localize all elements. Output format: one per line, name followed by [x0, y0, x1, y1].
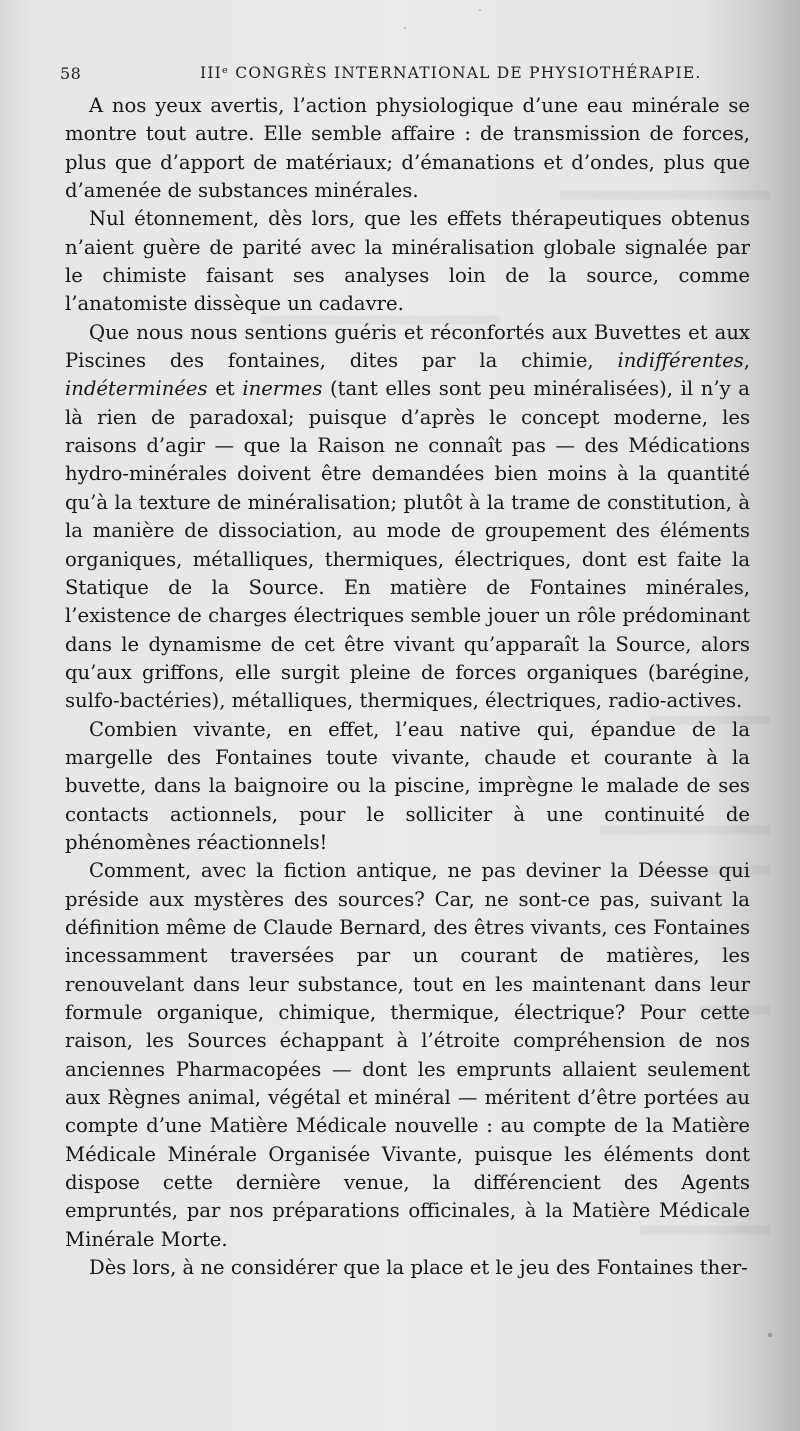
paragraph	[65, 319, 750, 716]
paragraph-text: Nul étonnement, dès lors, que les effets thérapeutiques obtenus n’aient guère de parité avec la minéralisation globale signalée par le chimiste faisant ses analyses loin de la source, comme l’anatomiste dissèque un cadavre.	[65, 207, 750, 316]
paragraph	[65, 92, 750, 205]
paragraph	[65, 205, 750, 318]
running-header	[60, 60, 760, 90]
paragraph	[65, 857, 750, 1254]
paragraph-text: Combien vivante, en effet, l’eau native qui, épandue de la margelle des Fontaines toute vivante, chaude et courante à la buvette, dans la baignoire ou la piscine, imprègne le malade de ses contacts actionnels, pour le solliciter à une continuité de phénomènes réactionnels!	[65, 717, 750, 854]
italic-term: inermes	[242, 377, 323, 401]
paragraph	[65, 1254, 750, 1282]
paragraph-text: Comment, avec la fiction antique, ne pas deviner la Déesse qui préside aux mystères des sources? Car, ne sont-ce pas, suivant la définition même de Claude Bernard, des êtres vivants, ces Fontaines incessamment traversées par un courant de matières, les renouvelant dans leur substance, tout en les maintenant dans leur formule organique, chimique, thermique, électrique? Pour cette raison, les Sources échappant à l’étroite compréhension de nos anciennes Pharmacopées — dont les emprunts allaient seulement aux Règnes animal, végétal et minéral — méritent d’être portées au compte d’une Matière Médicale nouvelle : au compte de la Matière Médicale Minérale Organisée Vivante, puisque les éléments dont dispose cette dernière venue, la différencient des Agents empruntés, par nos préparations officinales, à la Matière Médicale Minérale Morte.	[65, 859, 750, 1251]
paragraph-text: ,	[743, 349, 750, 373]
italic-term: indifférentes	[617, 349, 744, 373]
running-title: IIIᵉ CONGRÈS INTERNATIONAL DE PHYSIOTHÉRAPIE.	[200, 64, 702, 82]
paragraph-text: Dès lors, à ne considérer que la place et le jeu des Fontaines ther-	[89, 1256, 748, 1280]
page-number: 58	[60, 64, 82, 83]
body-text	[65, 92, 750, 1282]
paragraph-text: et	[207, 377, 243, 401]
paragraph-text: A nos yeux avertis, l’action physiologique d’une eau minérale se montre tout autre. Elle semble affaire : de transmission de forces, plus que d’apport de matériaux; d’émanations et d’ondes, plus que d’amenée de substances minérales.	[65, 94, 750, 203]
paragraph-text: (tant elles sont peu minéralisées), il n’y a là rien de paradoxal; puisque d’après le concept moderne, les raisons d’agir — que la Raison ne connaît pas — des Médications hydro-minérales doivent être demandées bien moins à la quantité qu’à la texture de minéralisation; plutôt à la trame de constitution, à la manière de dissociation, au mode de groupement des éléments organiques, métalliques, thermiques, électriques, dont est faite la Statique de la Source. En matière de Fontaines minérales, l’existence de charges électriques semble jouer un rôle prédominant dans le dynamisme de cet être vivant qu’apparaît la Source, alors qu’aux griffons, elle surgit pleine de forces organiques (barégine, sulfo-bactéries), métalliques, thermiques, électriques, radio-actives.	[65, 377, 750, 713]
paragraph	[65, 716, 750, 858]
paragraph-text: Que nous nous sentions guéris et réconfortés aux Buvettes et aux Piscines des fontaines, dites par la chimie,	[65, 320, 750, 373]
italic-term: indéterminées	[65, 377, 208, 401]
